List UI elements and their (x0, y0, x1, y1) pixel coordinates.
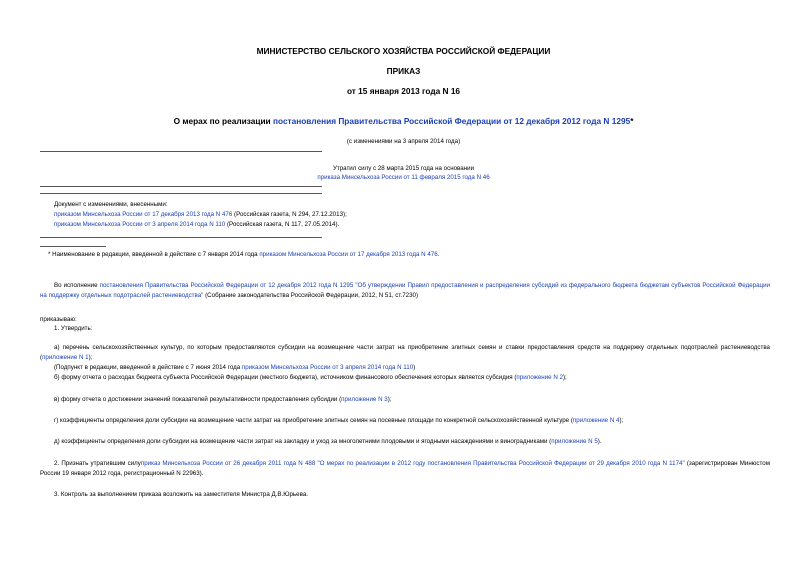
change-item-link[interactable]: приказом Минсельхоза России от 3 апреля 2014 года N 110 (54, 221, 226, 228)
item-d (54, 438, 602, 446)
change-item-text: (Российская газета, N 294, 27.12.2013); (232, 211, 347, 218)
footnote-text: * Наименование в редакции, введенной в действие с 7 января 2014 года (48, 251, 260, 258)
ministry-heading: МИНИСТЕРСТВО СЕЛЬСКОГО ХОЗЯЙСТВА РОССИЙСКОЙ ФЕДЕРАЦИИ (256, 46, 551, 56)
item-v-link[interactable]: приложение N 3 (341, 396, 388, 403)
title-prefix: О мерах по реализации (173, 116, 273, 126)
item-a-text: а) перечень сельскохозяйственных культур, по которым предоставляются субсидии на возмещение части затрат на приобретение элитных семян и ставки предоставления средств на поддержку отдельных подотраслей растениеводства ( (40, 344, 770, 361)
doc-type-heading: ПРИКАЗ (386, 66, 421, 76)
date-number-heading: от 15 января 2013 года N 16 (346, 86, 461, 96)
item-v-text: в) форму отчета о достижении значений показателей результативности предоставления субсидии ( (54, 396, 342, 403)
change-item (54, 221, 339, 229)
footnote-link[interactable]: приказом Минсельхоза России от 17 декабря 2013 года N 476 (259, 251, 438, 258)
divider (40, 151, 322, 152)
change-item (54, 211, 347, 219)
divider (40, 237, 322, 238)
preamble-end: (Собрание законодательства Российской Федерации, 2012, N 51, ст.7230) (203, 291, 419, 299)
change-item-text: (Российская газета, N 117, 27.05.2014). (225, 221, 340, 228)
item-b-end: ); (562, 374, 567, 381)
item-g-link[interactable]: приложение N 4 (572, 417, 620, 424)
divider (40, 186, 322, 187)
item-g-text: г) коэффициенты определения доли субсидии на возмещение части затрат на приобретение элитных семян на посевные площади по конкретной сельскохозяйственной культуре ( (54, 417, 573, 424)
item-g (54, 417, 623, 425)
item-v (54, 396, 392, 404)
order-word: приказываю: (40, 316, 77, 323)
item-v-end: ); (387, 396, 392, 403)
amended-note: (с изменениями на 3 апреля 2014 года) (346, 138, 461, 145)
title-link[interactable]: постановления Правительства Российской Федерации от 12 декабря 2012 года N 1295 (272, 116, 631, 126)
item-2-text: 2. Признать утратившим силу (54, 460, 141, 467)
footnote (48, 251, 439, 259)
approve-heading: 1. Утвердить: (54, 325, 93, 332)
item-b (54, 374, 567, 382)
lost-force-line: Утратил силу с 28 марта 2015 года на основании (332, 165, 475, 172)
footnote-end: . (437, 251, 440, 258)
item-a-note (54, 364, 415, 372)
preamble-paragraph (40, 281, 770, 300)
item-3: 3. Контроль за выполнением приказа возложить на заместителя Министра Д.В.Юрьева. (54, 491, 308, 498)
item-d-end: ). (597, 438, 602, 445)
lost-force-link[interactable]: приказа Минсельхоза России от 11 февраля 2015 года N 46 (317, 174, 490, 181)
document-title (0, 116, 807, 126)
item-a-note-end: ) (413, 364, 416, 371)
item-a (40, 343, 770, 362)
item-2 (40, 459, 770, 478)
item-2-link[interactable]: приказ Минсельхоза России от 26 декабря 2011 года N 488 "О мерах по реализации в 2012 году постановления Правительства Российской Федерации от 29 декабря 2010 года N 1174" (140, 460, 685, 467)
item-d-text: д) коэффициенты определения доли субсидии на возмещение части затрат на закладку и уход за многолетними плодовыми и ягодными насаждениями и виноградниками ( (54, 438, 552, 445)
item-b-text: б) форму отчета о расходах бюджета субъекта Российской Федерации (местного бюджета), источником финансового обеспечения которых является субсидия ( (54, 374, 517, 381)
item-d-link[interactable]: приложение N 5 (551, 438, 598, 445)
item-a-end: ); (88, 353, 93, 361)
item-a-note-link[interactable]: приказом Минсельхоза России от 3 апреля 2014 года N 110 (241, 364, 414, 371)
preamble-link-title[interactable]: "Об утверждении Правил предоставления и распределения субсидий из федерального бюджета бюджетам субъектов Российской Федерации на поддержку отдельных подотраслей растениеводства" (40, 282, 770, 299)
item-g-end: ); (619, 417, 624, 424)
footnote-divider (40, 246, 106, 247)
preamble-start: Во исполнение (54, 282, 100, 289)
item-a-link[interactable]: приложение N 1 (42, 353, 89, 361)
change-item-link[interactable]: приказом Минсельхоза России от 17 декабря 2013 года N 476 (54, 211, 233, 218)
preamble-link-resolution[interactable]: постановления Правительства Российской Федерации от 12 декабря 2012 года N 1295 (99, 282, 354, 289)
item-2-end: (зарегистрирован Минюстом России 19 января 2012 года, регистрационный N 22963). (40, 460, 770, 477)
divider (40, 193, 322, 194)
item-b-link[interactable]: приложение N 2 (516, 374, 563, 381)
title-suffix: * (630, 116, 634, 126)
changes-intro: Документ с изменениями, внесенными: (54, 201, 168, 208)
item-a-note-text: (Подпункт в редакции, введенной в действие с 7 июня 2014 года (54, 364, 242, 371)
